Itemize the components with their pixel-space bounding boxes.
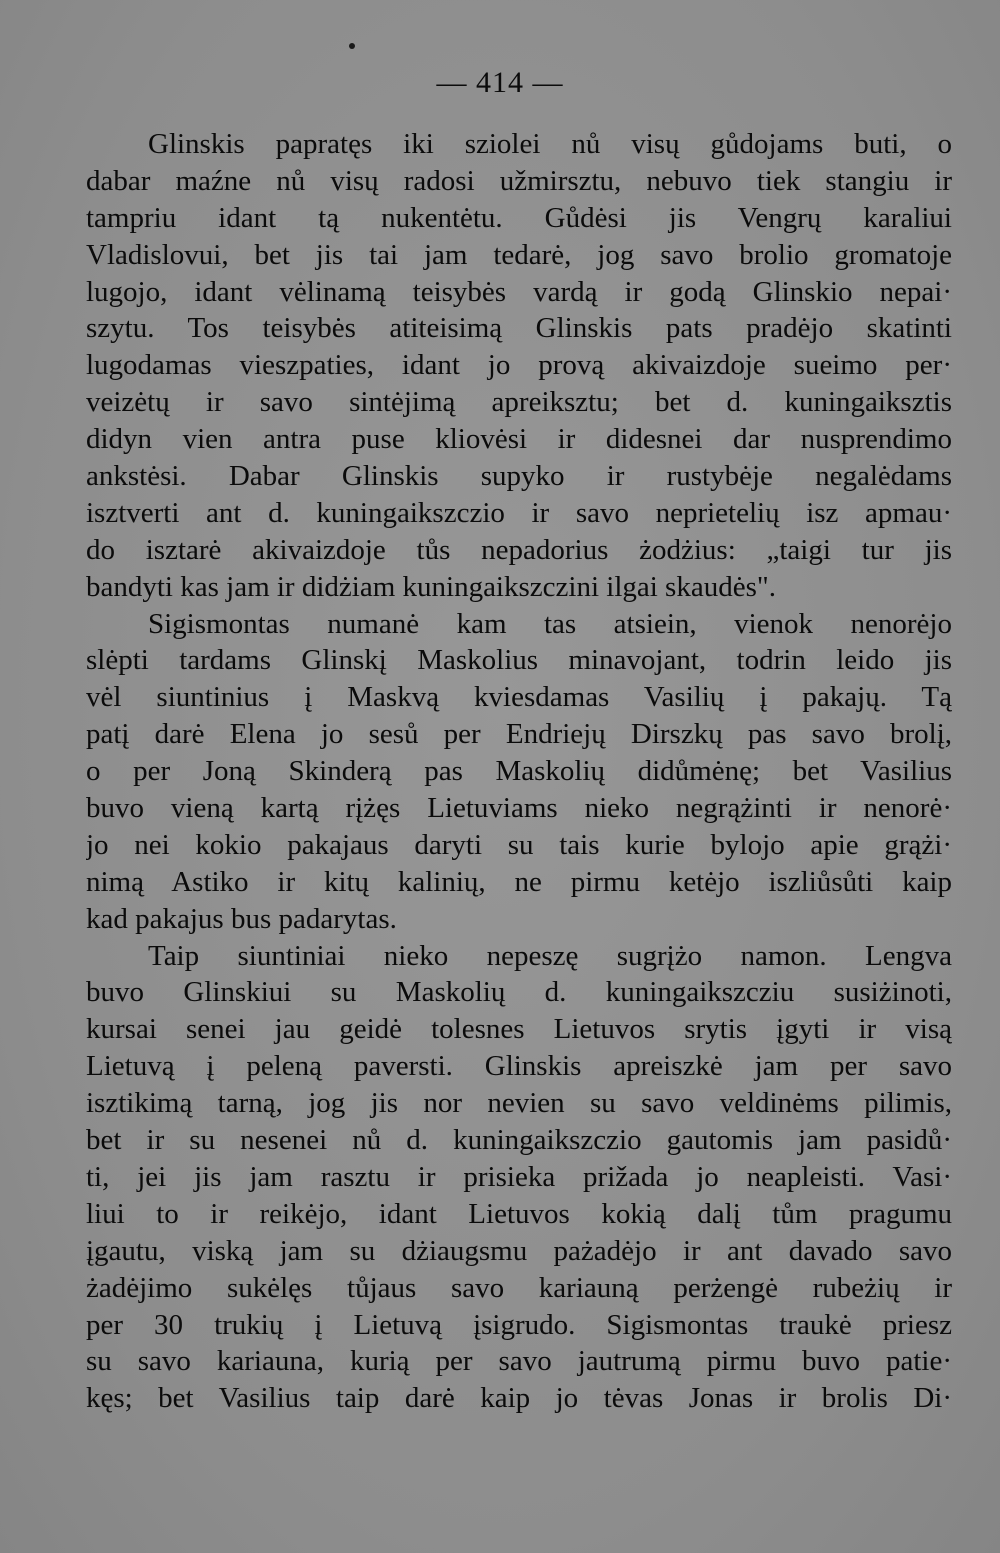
text-line: szytu. Tos teisybės atiteisimą Glinskis pats pradėjo skatinti (86, 312, 952, 345)
text-line: kursai senei jau geidė tolesnes Lietuvos srytis įgyti ir visą (86, 1013, 952, 1046)
text-line: slėpti tardams Glinskį Maskolius minavojant, todrin leido jis (86, 644, 952, 677)
text-line: jo nei kokio pakajaus daryti su tais kurie bylojo apie grążi· (86, 828, 952, 861)
text-line: bet ir su nesenei nů d. kuningaikszczio gautomis jam pasidů· (86, 1124, 952, 1157)
text-line: buvo Glinskiui su Maskolių d. kuningaikszcziu susiżinoti, (86, 976, 952, 1009)
speck-mark (349, 43, 355, 49)
text-line: Sigismontas numanė kam tas atsiein, vienok nenorėjo (148, 607, 952, 640)
text-line: isztverti ant d. kuningaikszczio ir savo neprietelių isz apmau· (86, 496, 952, 529)
text-line: patį darė Elena jo sesů per Endriejų Dirszkų pas savo brolį, (86, 718, 952, 751)
text-line: liui to ir reikėjo, idant Lietuvos kokią dalį tům pragumu (86, 1197, 952, 1230)
text-line: o per Joną Skinderą pas Maskolių didůmėnę; bet Vasilius (86, 755, 952, 788)
text-line: bandyti kas jam ir didżiam kuningaikszczini ilgai skaudės". (86, 570, 776, 603)
text-line: didyn vien antra puse kliovėsi ir didesnei dar nusprendimo (86, 423, 952, 456)
text-line: lugojo, idant vėlinamą teisybės vardą ir godą Glinskio nepai· (86, 275, 952, 308)
text-line: żadėjimo sukėlęs tůjaus savo kariauną perżengė rubeżių ir (86, 1271, 952, 1304)
text-line: ti, jei jis jam rasztu ir prisieka prižada jo neapleisti. Vasi· (86, 1160, 952, 1193)
text-line: veizėtų ir savo sintėjimą apreiksztu; bet d. kuningaiksztis (86, 386, 952, 419)
page-number: — 414 — (436, 66, 564, 99)
text-line: isztikimą tarną, jog jis nor nevien su savo veldinėms pilimis, (86, 1087, 952, 1120)
text-line: dabar maźne nů visų radosi užmirsztu, nebuvo tiek stangiu ir (86, 164, 952, 197)
text-line: buvo vieną kartą rįżęs Lietuviams nieko negrążinti ir nenorė· (86, 792, 952, 825)
text-line: ankstėsi. Dabar Glinskis supyko ir rustybėje negalėdams (86, 460, 952, 493)
text-line: do isztarė akivaizdoje tůs nepadorius żodżius: „taigi tur jis (86, 533, 952, 566)
text-line: Glinskis papratęs iki sziolei nů visų gůdojams buti, o (148, 128, 952, 160)
text-line: Taip siuntiniai nieko nepeszę sugrįżo namon. Lengva (148, 939, 952, 972)
text-line: vėl siuntinius į Maskvą kviesdamas Vasilių į pakajų. Tą (86, 681, 952, 714)
text-line: su savo kariauna, kurią per savo jautrumą pirmu buvo patie· (86, 1345, 952, 1378)
text-line: Vladislovui, bet jis tai jam tedarė, jog savo brolio gromatoje (86, 238, 952, 271)
text-line: kęs; bet Vasilius taip darė kaip jo tėvas Jonas ir brolis Di· (86, 1382, 952, 1415)
body-text (86, 126, 952, 1417)
text-line: įgautu, viską jam su dżiaugsmu pażadėjo ir ant davado savo (86, 1234, 952, 1267)
text-line: lugodamas vieszpaties, idant jo provą akivaizdoje sueimo per· (86, 349, 952, 382)
text-line: nimą Astiko ir kitų kalinių, ne pirmu ketėjo iszliůsůti kaip (86, 865, 952, 898)
text-line: Lietuvą į peleną paversti. Glinskis apreiszkė jam per savo (86, 1050, 952, 1083)
text-line: tampriu idant tą nukentėtu. Gůdėsi jis Vengrų karaliui (86, 201, 952, 234)
text-line: kad pakajus bus padarytas. (86, 902, 397, 935)
text-line: per 30 trukių į Lietuvą įsigrudo. Sigismontas traukė priesz (86, 1308, 952, 1341)
